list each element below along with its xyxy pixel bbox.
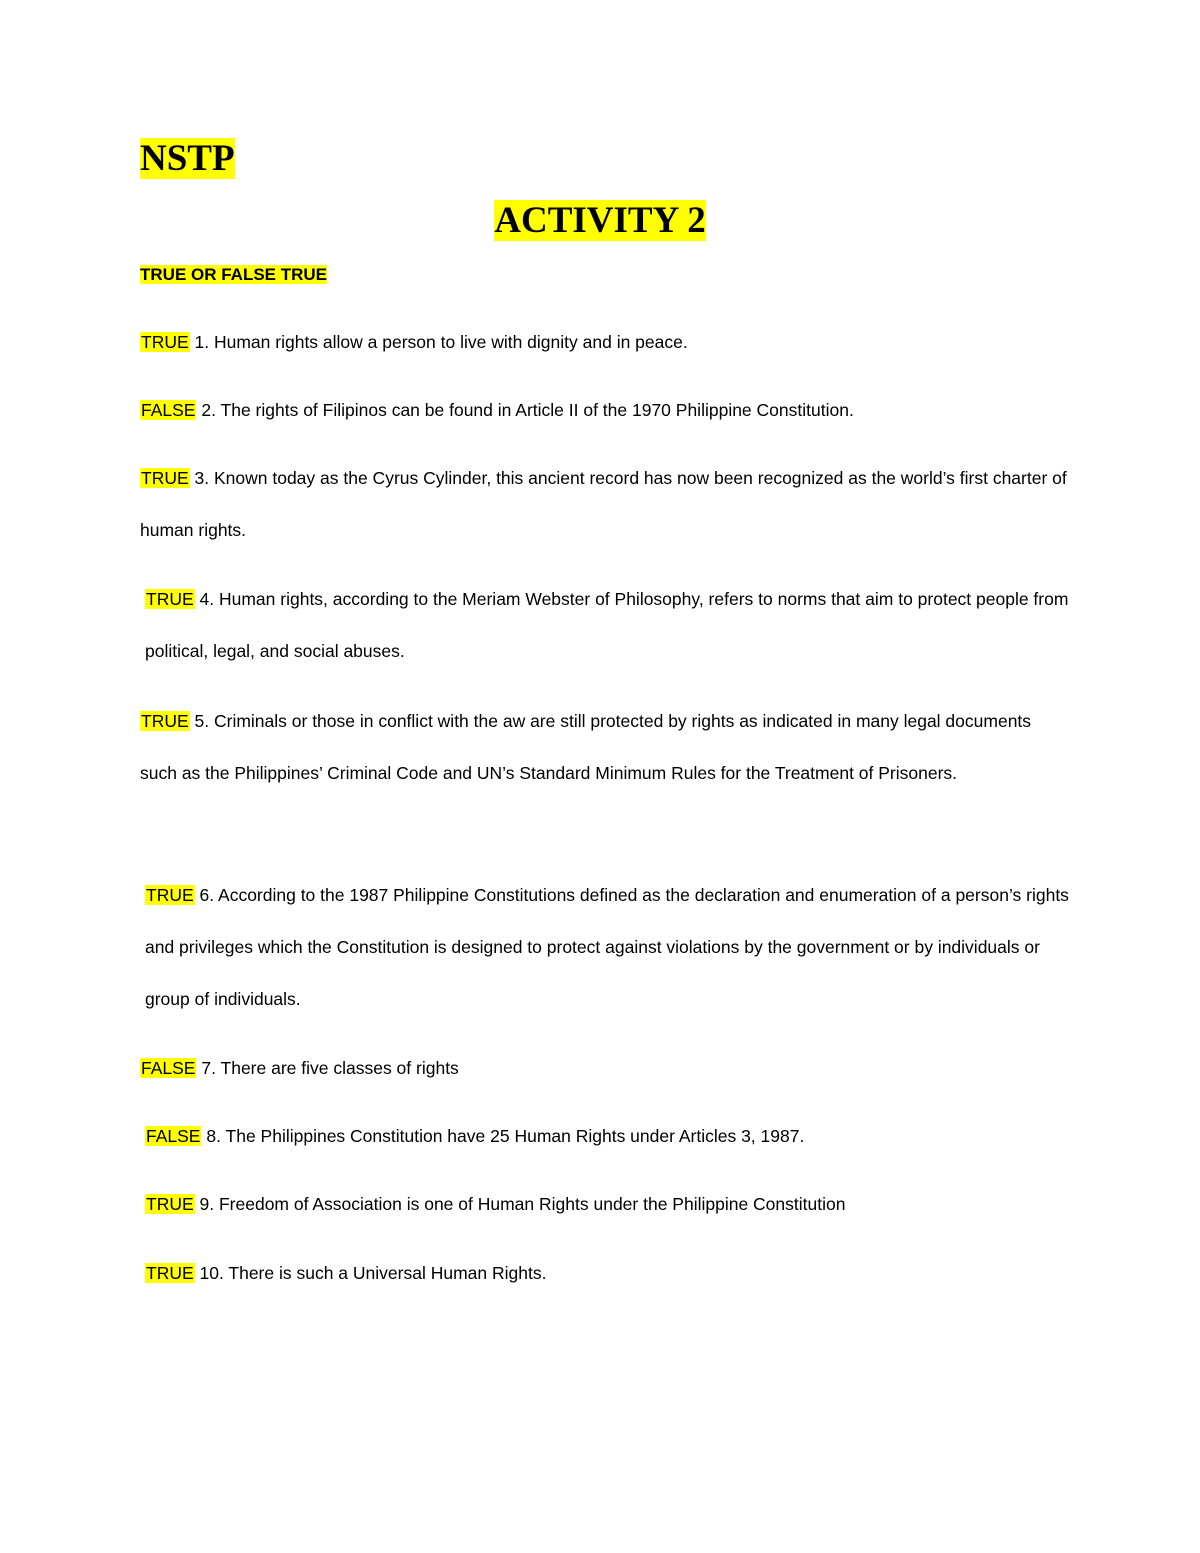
question-number: 5 — [194, 711, 205, 731]
answer-label: FALSE — [146, 1126, 201, 1146]
question-text: Human rights, according to the Meriam Webster of Philosophy, refers to norms that aim to protect people from political, legal, and social abuses. — [145, 589, 1069, 661]
question-item-3: TRUE 3. Known today as the Cyrus Cylinder, this ancient record has now been recognized as the world’s first charter of human rights. — [140, 468, 1067, 540]
question-number: 1 — [194, 332, 205, 352]
section-heading — [140, 262, 327, 288]
answer-label: FALSE — [141, 1058, 196, 1078]
question-number: 4 — [199, 589, 210, 609]
question-item-5: TRUE 5. Criminals or those in conflict with the aw are still protected by rights as indicated in many legal documents such as the Philippines’ Criminal Code and UN’s Standard Minimum Rules for the Treatment of Prisoners. — [140, 711, 1032, 783]
answer-label: TRUE — [146, 1194, 194, 1214]
activity-title-text: ACTIVITY 2 — [494, 200, 706, 241]
question-number: 8 — [206, 1126, 217, 1146]
question-item-6: TRUE 6. According to the 1987 Philippine Constitutions defined as the declaration and enumeration of a person’s rights and privileges which the Constitution is designed to protect against violations by the government or by individuals or group of individuals. — [145, 885, 1069, 1009]
question-number: 7 — [201, 1058, 212, 1078]
question-text: There is such a Universal Human Rights. — [228, 1263, 547, 1283]
question-item-10: TRUE 10. There is such a Universal Human Rights. — [146, 1263, 547, 1283]
question-text: According to the 1987 Philippine Constitutions defined as the declaration and enumeration of a person’s rights and privileges which the Constitution is designed to protect against violations by the government or by individuals or group of individuals. — [145, 885, 1069, 1009]
question-text: Freedom of Association is one of Human Rights under the Philippine Constitution — [218, 1194, 846, 1214]
question-text: Known today as the Cyrus Cylinder, this ancient record has now been recognized as the world’s first charter of human rights. — [140, 468, 1067, 540]
answer-label: TRUE — [146, 589, 194, 609]
question-number: 10 — [199, 1263, 219, 1283]
answer-label: TRUE — [146, 1263, 194, 1283]
answer-label: TRUE — [146, 885, 194, 905]
section-heading-text: TRUE OR FALSE TRUE — [140, 265, 328, 284]
question-number: 9 — [199, 1194, 210, 1214]
document-title-text: NSTP — [140, 138, 235, 179]
document-title — [140, 136, 235, 182]
question-item-2: FALSE 2. The rights of Filipinos can be found in Article II of the 1970 Philippine Constitution. — [141, 400, 854, 420]
answer-label: TRUE — [141, 332, 189, 352]
question-number: 3 — [194, 468, 205, 488]
activity-title — [0, 198, 1200, 244]
question-item-7: FALSE 7. There are five classes of rights — [141, 1058, 459, 1078]
answer-label: TRUE — [141, 468, 189, 488]
question-number: 2 — [201, 400, 212, 420]
question-text: There are five classes of rights — [220, 1058, 459, 1078]
answer-label: FALSE — [141, 400, 196, 420]
question-item-4: TRUE 4. Human rights, according to the Meriam Webster of Philosophy, refers to norms that aim to protect people from political, legal, and social abuses. — [145, 589, 1069, 661]
question-text: Human rights allow a person to live with dignity and in peace. — [213, 332, 688, 352]
answer-label: TRUE — [141, 711, 189, 731]
question-number: 6 — [199, 885, 210, 905]
question-text: The Philippines Constitution have 25 Human Rights under Articles 3, 1987. — [225, 1126, 805, 1146]
question-item-8: FALSE 8. The Philippines Constitution have 25 Human Rights under Articles 3, 1987. — [146, 1126, 805, 1146]
question-text: The rights of Filipinos can be found in Article II of the 1970 Philippine Constitution. — [220, 400, 854, 420]
question-text: Criminals or those in conflict with the aw are still protected by rights as indicated in many legal documents such as the Philippines’ Criminal Code and UN’s Standard Minimum Rules for the Treatment of Prisoners. — [140, 711, 1032, 783]
question-item-1: TRUE 1. Human rights allow a person to live with dignity and in peace. — [141, 332, 688, 352]
question-item-9: TRUE 9. Freedom of Association is one of Human Rights under the Philippine Constitution — [146, 1194, 846, 1214]
